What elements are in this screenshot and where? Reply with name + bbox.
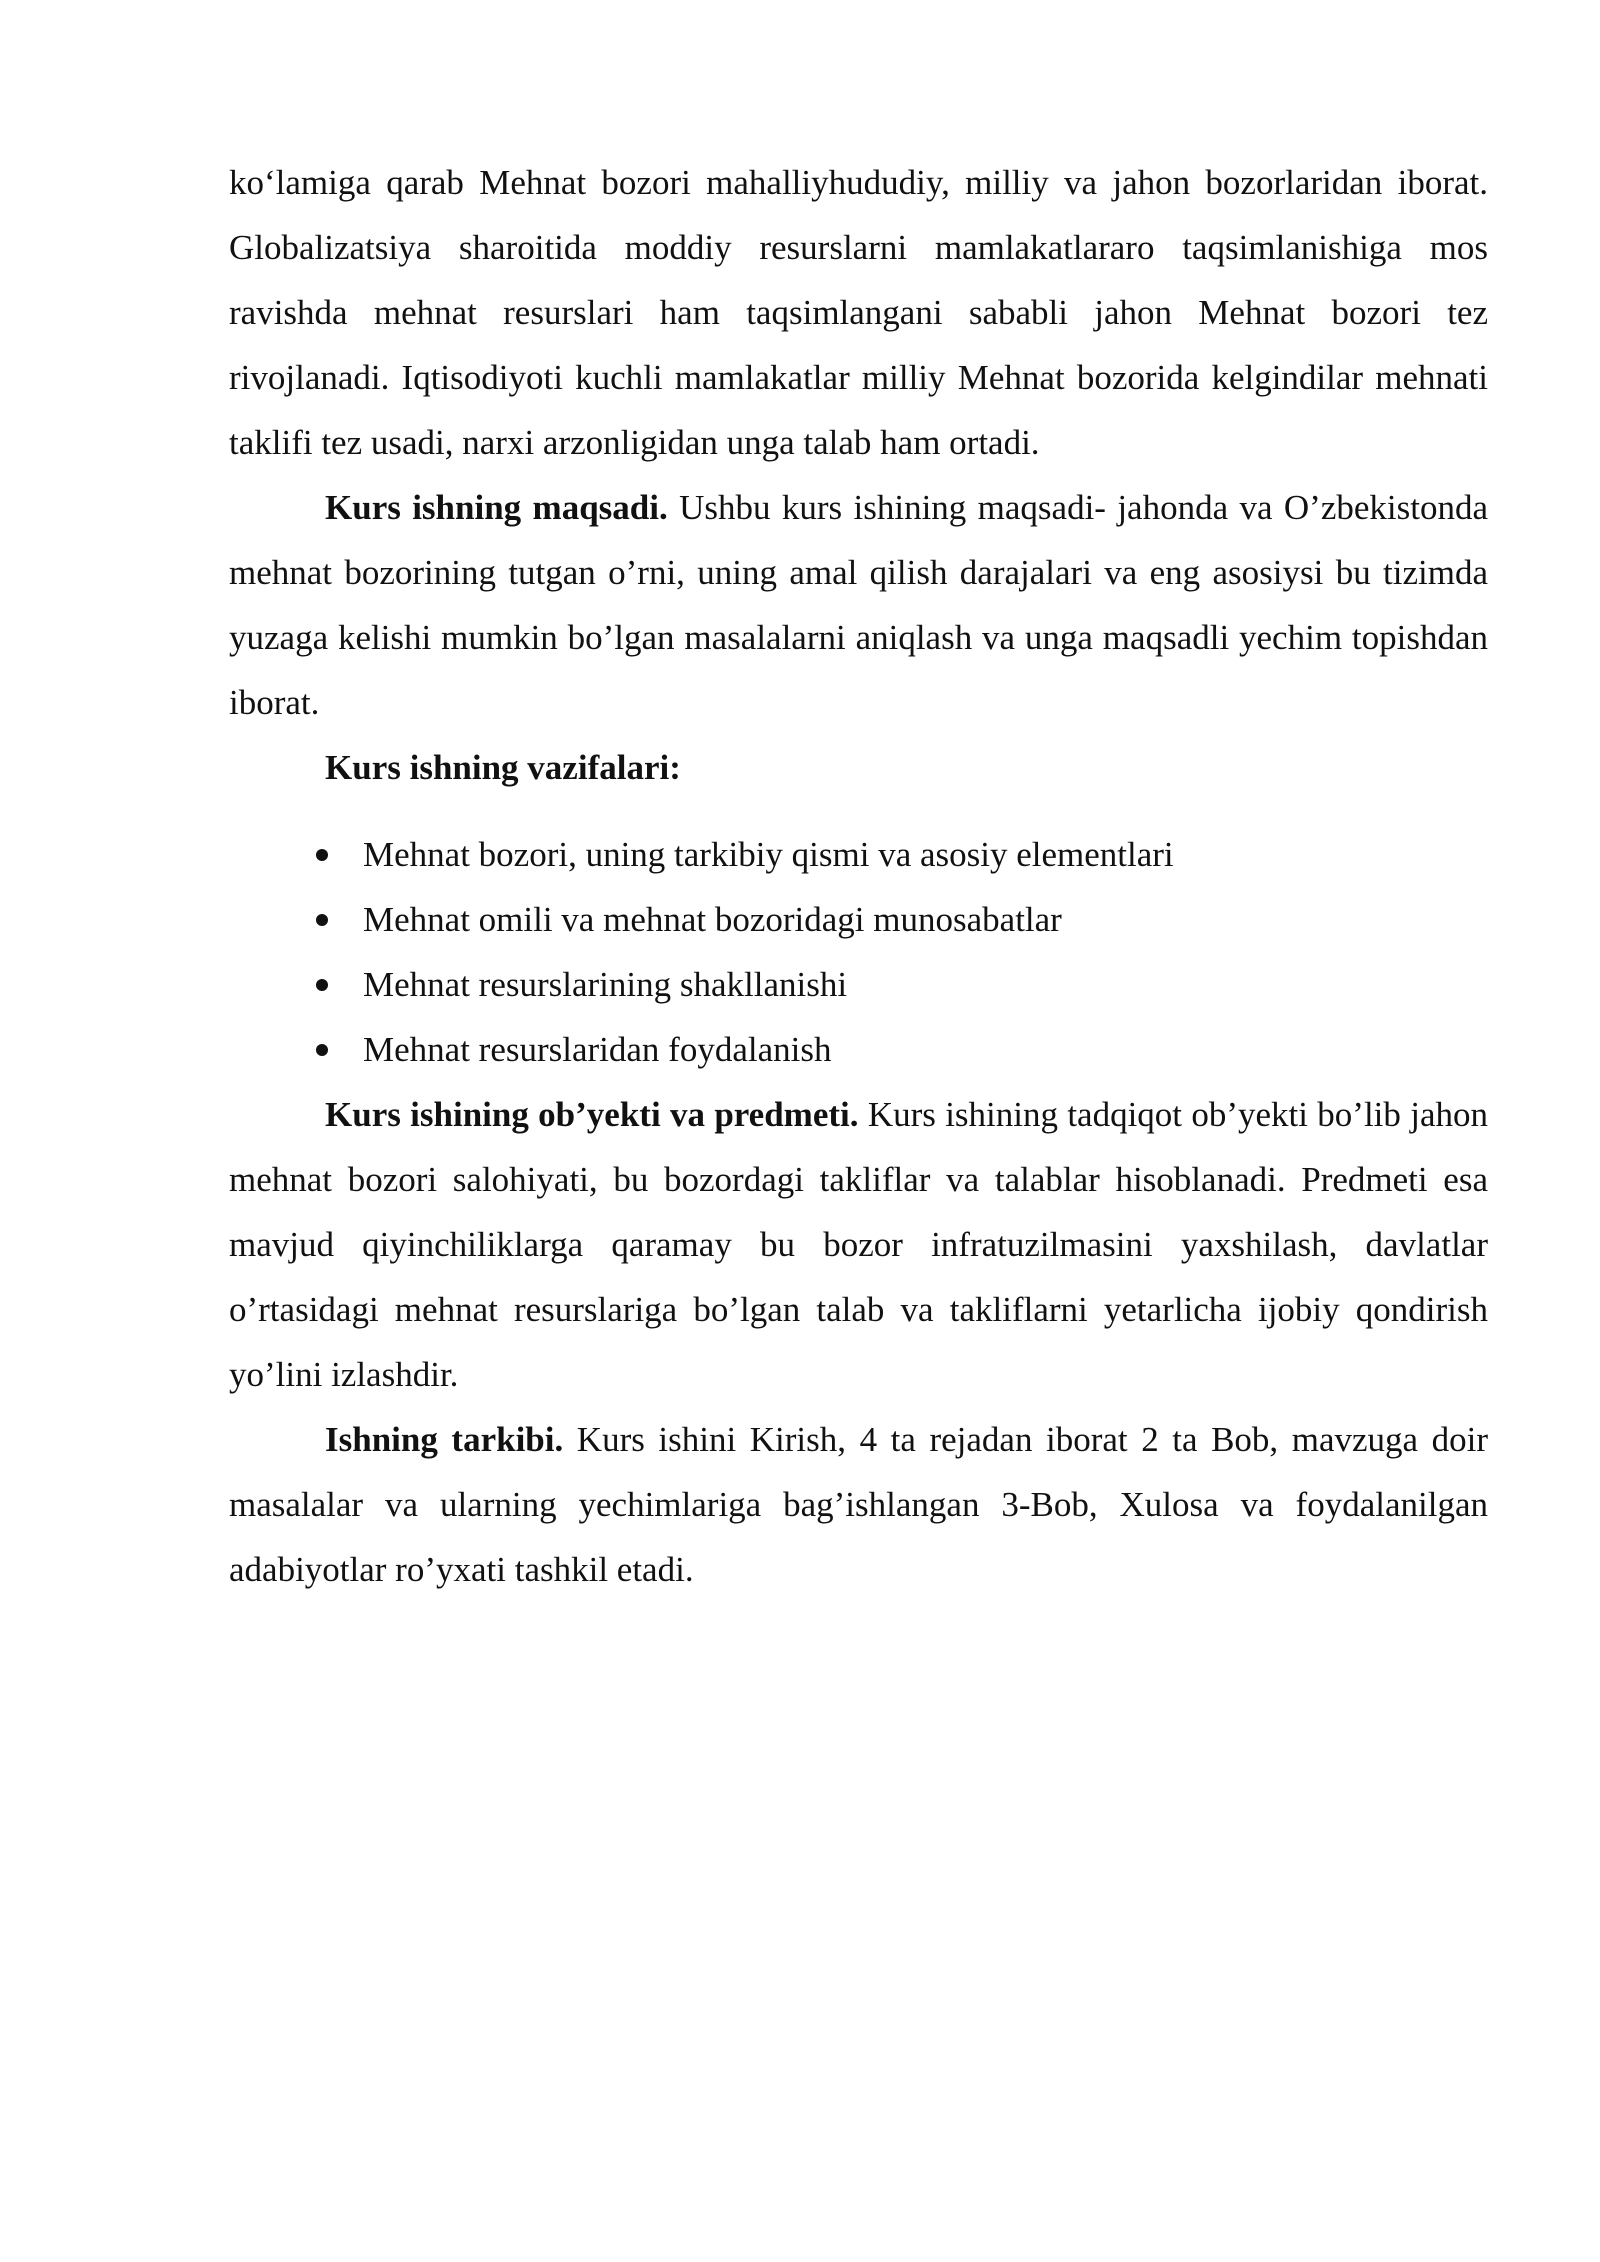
bullet-icon (316, 849, 328, 861)
list-item (229, 887, 1488, 952)
intro-paragraph: ko‘lamiga qarab Mehnat bozori mahalliyhududiy, milliy va jahon bozorlaridan iborat. Globalizatsiya sharoitida moddiy resurslarni mamlakatlararo taqsimlanishiga mos ravishda mehnat resurslari ham taqsimlangani sababli jahon Mehnat bozori tez rivojlanadi. Iqtisodiyoti kuchli mamlakatlar milliy Mehnat bozorida kelgindilar mehnati taklifi tez usadi, narxi arzonligidan unga talab ham ortadi. (229, 163, 1488, 462)
goal-text: Ushbu kurs ishining maqsadi- jahonda va O’zbekistonda mehnat bozorining tutgan o’rni, uning amal qilish darajalari va eng asosiysi bu tizimda yuzaga kelishi mumkin bo’lgan masalalarni aniqlash va unga maqsadli yechim topishdan iborat. (229, 488, 1488, 722)
task-text: Mehnat resurslarining shakllanishi (363, 965, 848, 1004)
list-item (229, 822, 1488, 887)
tasks-heading: Kurs ishning vazifalari: (325, 748, 681, 787)
object-text: Kurs ishining tadqiqot ob’yekti bo’lib jahon mehnat bozori salohiyati, bu bozordagi takliflar va talablar hisoblanadi. Predmeti esa mavjud qiyinchiliklarga qaramay bu bozor infratuzilmasini yaxshilash, davlatlar o’rtasidagi mehnat resurslariga bo’lgan talab va takliflarni yetarlicha ijobiy qondirish yo’lini izlashdir. (229, 1095, 1488, 1394)
object-heading: Kurs ishining ob’yekti va predmeti. (325, 1095, 859, 1134)
bullet-icon (316, 914, 328, 926)
task-text: Mehnat resurslaridan foydalanish (363, 1030, 832, 1069)
goal-paragraph (229, 475, 1488, 735)
bullet-icon (316, 979, 328, 991)
list-item (229, 1017, 1488, 1082)
task-text: Mehnat bozori, uning tarkibiy qismi va asosiy elementlari (363, 835, 1174, 874)
goal-heading: Kurs ishning maqsadi. (325, 488, 668, 527)
list-item (229, 952, 1488, 1017)
document-body (229, 150, 1488, 1602)
structure-text: Kurs ishini Kirish, 4 ta rejadan iborat 2 ta Bob, mavzuga doir masalalar va ularning yechimlariga bag’ishlangan 3-Bob, Xulosa va foydalanilgan adabiyotlar ro’yxati tashkil etadi. (229, 1420, 1488, 1589)
bullet-icon (316, 1044, 328, 1056)
object-paragraph (229, 1082, 1488, 1407)
structure-paragraph (229, 1407, 1488, 1602)
structure-heading: Ishning tarkibi. (325, 1420, 564, 1459)
tasks-list (229, 822, 1488, 1082)
task-text: Mehnat omili va mehnat bozoridagi munosabatlar (363, 900, 1062, 939)
